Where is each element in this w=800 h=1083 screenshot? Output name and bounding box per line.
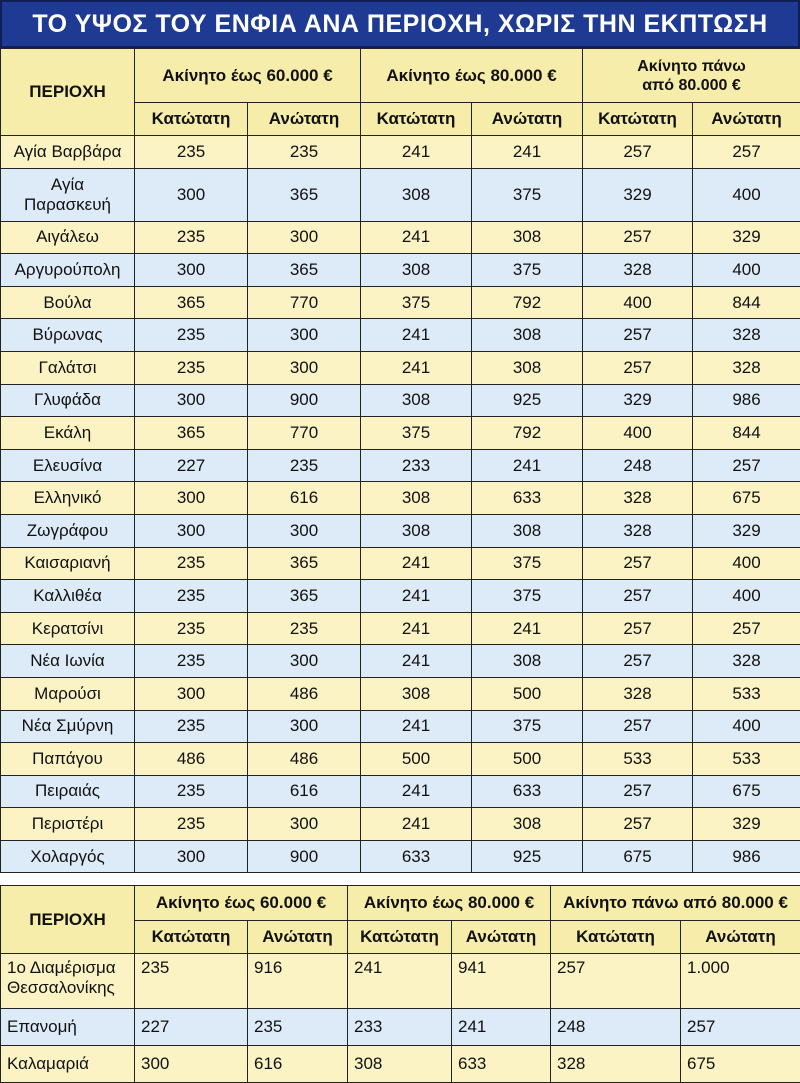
max-value-cell: 308 [472, 808, 583, 841]
min-value-cell: 235 [135, 351, 248, 384]
min-value-cell: 235 [135, 645, 248, 678]
table-row [1, 351, 800, 384]
subheader-min: Κατώτατη [135, 921, 248, 954]
region-name: Αιγάλεω [1, 221, 135, 254]
subheader-min: Κατώτατη [348, 921, 452, 954]
max-value-cell: 241 [452, 1009, 551, 1046]
max-value-cell: 257 [693, 449, 800, 482]
min-value-cell: 308 [361, 168, 472, 221]
table-row [1, 1009, 800, 1046]
group-header-80k: Ακίνητο έως 80.000 € [348, 886, 551, 921]
table-row [1, 417, 800, 450]
min-value-cell: 375 [361, 417, 472, 450]
max-value-cell: 375 [472, 710, 583, 743]
min-value-cell: 241 [361, 136, 472, 169]
max-value-cell: 533 [693, 743, 800, 776]
min-value-cell: 300 [135, 482, 248, 515]
min-value-cell: 241 [361, 808, 472, 841]
min-value-cell: 400 [583, 286, 693, 319]
min-value-cell: 257 [583, 319, 693, 352]
max-value-cell: 300 [248, 808, 361, 841]
max-value-cell: 235 [248, 449, 361, 482]
max-value-cell: 235 [248, 612, 361, 645]
max-value-cell: 633 [452, 1046, 551, 1083]
max-value-cell: 235 [248, 1009, 348, 1046]
max-value-cell: 400 [693, 580, 800, 613]
table-row [1, 136, 800, 169]
max-value-cell: 328 [693, 319, 800, 352]
min-value-cell: 308 [361, 514, 472, 547]
max-value-cell: 675 [693, 482, 800, 515]
max-value-cell: 633 [472, 482, 583, 515]
max-value-cell: 500 [472, 677, 583, 710]
min-value-cell: 365 [135, 417, 248, 450]
min-value-cell: 248 [583, 449, 693, 482]
min-value-cell: 308 [361, 677, 472, 710]
region-name: Πειραιάς [1, 775, 135, 808]
min-value-cell: 300 [135, 840, 248, 873]
max-value-cell: 400 [693, 168, 800, 221]
table-row [1, 482, 800, 515]
max-value-cell: 792 [472, 417, 583, 450]
max-value-cell: 533 [693, 677, 800, 710]
min-value-cell: 308 [361, 254, 472, 287]
max-value-cell: 257 [693, 136, 800, 169]
min-value-cell: 235 [135, 612, 248, 645]
max-value-cell: 300 [248, 319, 361, 352]
region-name: Εκάλη [1, 417, 135, 450]
max-value-cell: 300 [248, 710, 361, 743]
max-value-cell: 300 [248, 514, 361, 547]
min-value-cell: 375 [361, 286, 472, 319]
min-value-cell: 241 [361, 547, 472, 580]
table-row [1, 580, 800, 613]
max-value-cell: 770 [248, 286, 361, 319]
region-name: Ζωγράφου [1, 514, 135, 547]
min-value-cell: 328 [583, 514, 693, 547]
table-row [1, 645, 800, 678]
max-value-cell: 300 [248, 351, 361, 384]
min-value-cell: 233 [361, 449, 472, 482]
table-row [1, 840, 800, 873]
max-value-cell: 308 [472, 319, 583, 352]
max-value-cell: 328 [693, 351, 800, 384]
table-row [1, 384, 800, 417]
max-value-cell: 400 [693, 710, 800, 743]
max-value-cell: 300 [248, 221, 361, 254]
min-value-cell: 500 [361, 743, 472, 776]
min-value-cell: 533 [583, 743, 693, 776]
min-value-cell: 235 [135, 547, 248, 580]
subheader-min: Κατώτατη [361, 103, 472, 136]
min-value-cell: 400 [583, 417, 693, 450]
region-name [1, 168, 135, 221]
subheader-max: Ανώτατη [693, 103, 800, 136]
max-value-cell: 941 [452, 954, 551, 1009]
max-value-cell: 844 [693, 417, 800, 450]
max-value-cell: 329 [693, 808, 800, 841]
min-value-cell: 241 [361, 645, 472, 678]
region-name: Αργυρούπολη [1, 254, 135, 287]
group-header-80k: Ακίνητο έως 80.000 € [361, 49, 583, 103]
enfia-table-thessaloniki [0, 885, 800, 1083]
table-row [1, 286, 800, 319]
min-value-cell: 300 [135, 384, 248, 417]
min-value-cell: 248 [551, 1009, 681, 1046]
table-row [1, 808, 800, 841]
min-value-cell: 241 [361, 710, 472, 743]
min-value-cell: 486 [135, 743, 248, 776]
table-row [1, 677, 800, 710]
max-value-cell: 900 [248, 840, 361, 873]
min-value-cell: 227 [135, 1009, 248, 1046]
min-value-cell: 241 [361, 319, 472, 352]
max-value-cell: 308 [472, 514, 583, 547]
table-row [1, 168, 800, 221]
min-value-cell: 329 [583, 384, 693, 417]
table-row [1, 775, 800, 808]
min-value-cell: 257 [551, 954, 681, 1009]
max-value-cell: 329 [693, 221, 800, 254]
max-value-cell: 986 [693, 384, 800, 417]
region-name: Επανομή [1, 1009, 135, 1046]
min-value-cell: 235 [135, 775, 248, 808]
min-value-cell: 328 [583, 677, 693, 710]
table-row [1, 319, 800, 352]
table-row [1, 612, 800, 645]
region-name: Ελληνικό [1, 482, 135, 515]
region-name: Περιστέρι [1, 808, 135, 841]
min-value-cell: 241 [361, 580, 472, 613]
min-value-cell: 227 [135, 449, 248, 482]
max-value-cell: 365 [248, 254, 361, 287]
table-row [1, 254, 800, 287]
table-row [1, 449, 800, 482]
min-value-cell: 300 [135, 168, 248, 221]
group-header-line: από 80.000 € [642, 77, 741, 94]
page-title: ΤΟ ΥΨΟΣ ΤΟΥ ΕΝΦΙΑ ΑΝΑ ΠΕΡΙΟΧΗ, ΧΩΡΙΣ ΤΗΝ ΕΚΠΤΩΣΗ [0, 0, 800, 48]
group-header-over-80k: Ακίνητο πάνω από 80.000 € [551, 886, 800, 921]
subheader-max: Ανώτατη [248, 921, 348, 954]
region-name-line: Παρασκευή [24, 195, 111, 214]
region-name: Ελευσίνα [1, 449, 135, 482]
min-value-cell: 257 [583, 136, 693, 169]
max-value-cell: 365 [248, 547, 361, 580]
min-value-cell: 235 [135, 136, 248, 169]
min-value-cell: 241 [361, 612, 472, 645]
max-value-cell: 500 [472, 743, 583, 776]
max-value-cell: 329 [693, 514, 800, 547]
min-value-cell: 235 [135, 808, 248, 841]
min-value-cell: 235 [135, 319, 248, 352]
min-value-cell: 300 [135, 1046, 248, 1083]
region-header: ΠΕΡΙΟΧΗ [1, 49, 135, 136]
min-value-cell: 241 [361, 221, 472, 254]
min-value-cell: 300 [135, 254, 248, 287]
min-value-cell: 329 [583, 168, 693, 221]
region-name: Βύρωνας [1, 319, 135, 352]
region-name: Μαρούσι [1, 677, 135, 710]
min-value-cell: 257 [583, 580, 693, 613]
min-value-cell: 328 [551, 1046, 681, 1083]
max-value-cell: 616 [248, 775, 361, 808]
min-value-cell: 235 [135, 954, 248, 1009]
min-value-cell: 235 [135, 710, 248, 743]
min-value-cell: 257 [583, 645, 693, 678]
max-value-cell: 400 [693, 547, 800, 580]
max-value-cell: 241 [472, 136, 583, 169]
max-value-cell: 486 [248, 743, 361, 776]
region-name: Νέα Σμύρνη [1, 710, 135, 743]
min-value-cell: 308 [361, 482, 472, 515]
max-value-cell: 844 [693, 286, 800, 319]
max-value-cell: 633 [472, 775, 583, 808]
min-value-cell: 235 [135, 580, 248, 613]
max-value-cell: 375 [472, 254, 583, 287]
subheader-max: Ανώτατη [248, 103, 361, 136]
group-header-60k: Ακίνητο έως 60.000 € [135, 49, 361, 103]
min-value-cell: 328 [583, 254, 693, 287]
subheader-min: Κατώτατη [583, 103, 693, 136]
max-value-cell: 675 [681, 1046, 800, 1083]
min-value-cell: 328 [583, 482, 693, 515]
table-row [1, 743, 800, 776]
max-value-cell: 770 [248, 417, 361, 450]
max-value-cell: 375 [472, 580, 583, 613]
max-value-cell: 675 [693, 775, 800, 808]
max-value-cell: 300 [248, 645, 361, 678]
min-value-cell: 308 [361, 384, 472, 417]
subheader-max: Ανώτατη [452, 921, 551, 954]
region-name [1, 954, 135, 1009]
min-value-cell: 300 [135, 514, 248, 547]
group-header-60k: Ακίνητο έως 60.000 € [135, 886, 348, 921]
min-value-cell: 257 [583, 808, 693, 841]
table-row [1, 221, 800, 254]
max-value-cell: 235 [248, 136, 361, 169]
min-value-cell: 257 [583, 547, 693, 580]
min-value-cell: 241 [361, 775, 472, 808]
table-row [1, 710, 800, 743]
min-value-cell: 257 [583, 775, 693, 808]
group-header-over-80k [583, 49, 800, 103]
max-value-cell: 365 [248, 580, 361, 613]
region-name: Κερατσίνι [1, 612, 135, 645]
max-value-cell: 308 [472, 351, 583, 384]
region-name: Γαλάτσι [1, 351, 135, 384]
region-name: Καισαριανή [1, 547, 135, 580]
region-name: Καλαμαριά [1, 1046, 135, 1083]
group-header-line: Ακίνητο πάνω [637, 58, 746, 75]
max-value-cell: 241 [472, 449, 583, 482]
max-value-cell: 986 [693, 840, 800, 873]
subheader-max: Ανώτατη [681, 921, 800, 954]
region-name-line: Αγία [51, 175, 84, 194]
region-name: Αγία Βαρβάρα [1, 136, 135, 169]
max-value-cell: 916 [248, 954, 348, 1009]
max-value-cell: 257 [693, 612, 800, 645]
enfia-table-athens [0, 48, 800, 873]
min-value-cell: 257 [583, 612, 693, 645]
table-row [1, 1046, 800, 1083]
min-value-cell: 235 [135, 221, 248, 254]
min-value-cell: 241 [361, 351, 472, 384]
max-value-cell: 792 [472, 286, 583, 319]
min-value-cell: 257 [583, 351, 693, 384]
min-value-cell: 300 [135, 677, 248, 710]
max-value-cell: 257 [681, 1009, 800, 1046]
region-name-line: 1ο Διαμέρισμα [7, 958, 116, 977]
region-name: Βούλα [1, 286, 135, 319]
max-value-cell: 365 [248, 168, 361, 221]
max-value-cell: 375 [472, 168, 583, 221]
region-name: Γλυφάδα [1, 384, 135, 417]
region-header: ΠΕΡΙΟΧΗ [1, 886, 135, 954]
max-value-cell: 925 [472, 840, 583, 873]
min-value-cell: 257 [583, 710, 693, 743]
region-name: Καλλιθέα [1, 580, 135, 613]
subheader-max: Ανώτατη [472, 103, 583, 136]
max-value-cell: 925 [472, 384, 583, 417]
max-value-cell: 241 [472, 612, 583, 645]
min-value-cell: 633 [361, 840, 472, 873]
max-value-cell: 308 [472, 645, 583, 678]
min-value-cell: 233 [348, 1009, 452, 1046]
max-value-cell: 1.000 [681, 954, 800, 1009]
table-row [1, 547, 800, 580]
max-value-cell: 900 [248, 384, 361, 417]
min-value-cell: 257 [583, 221, 693, 254]
min-value-cell: 365 [135, 286, 248, 319]
max-value-cell: 616 [248, 1046, 348, 1083]
min-value-cell: 675 [583, 840, 693, 873]
max-value-cell: 375 [472, 547, 583, 580]
max-value-cell: 486 [248, 677, 361, 710]
region-name: Παπάγου [1, 743, 135, 776]
table-row [1, 954, 800, 1009]
subheader-min: Κατώτατη [551, 921, 681, 954]
max-value-cell: 328 [693, 645, 800, 678]
max-value-cell: 616 [248, 482, 361, 515]
region-name-line: Θεσσαλονίκης [7, 978, 115, 997]
min-value-cell: 241 [348, 954, 452, 1009]
subheader-min: Κατώτατη [135, 103, 248, 136]
region-name: Χολαργός [1, 840, 135, 873]
max-value-cell: 400 [693, 254, 800, 287]
region-name: Νέα Ιωνία [1, 645, 135, 678]
max-value-cell: 308 [472, 221, 583, 254]
min-value-cell: 308 [348, 1046, 452, 1083]
table-row [1, 514, 800, 547]
